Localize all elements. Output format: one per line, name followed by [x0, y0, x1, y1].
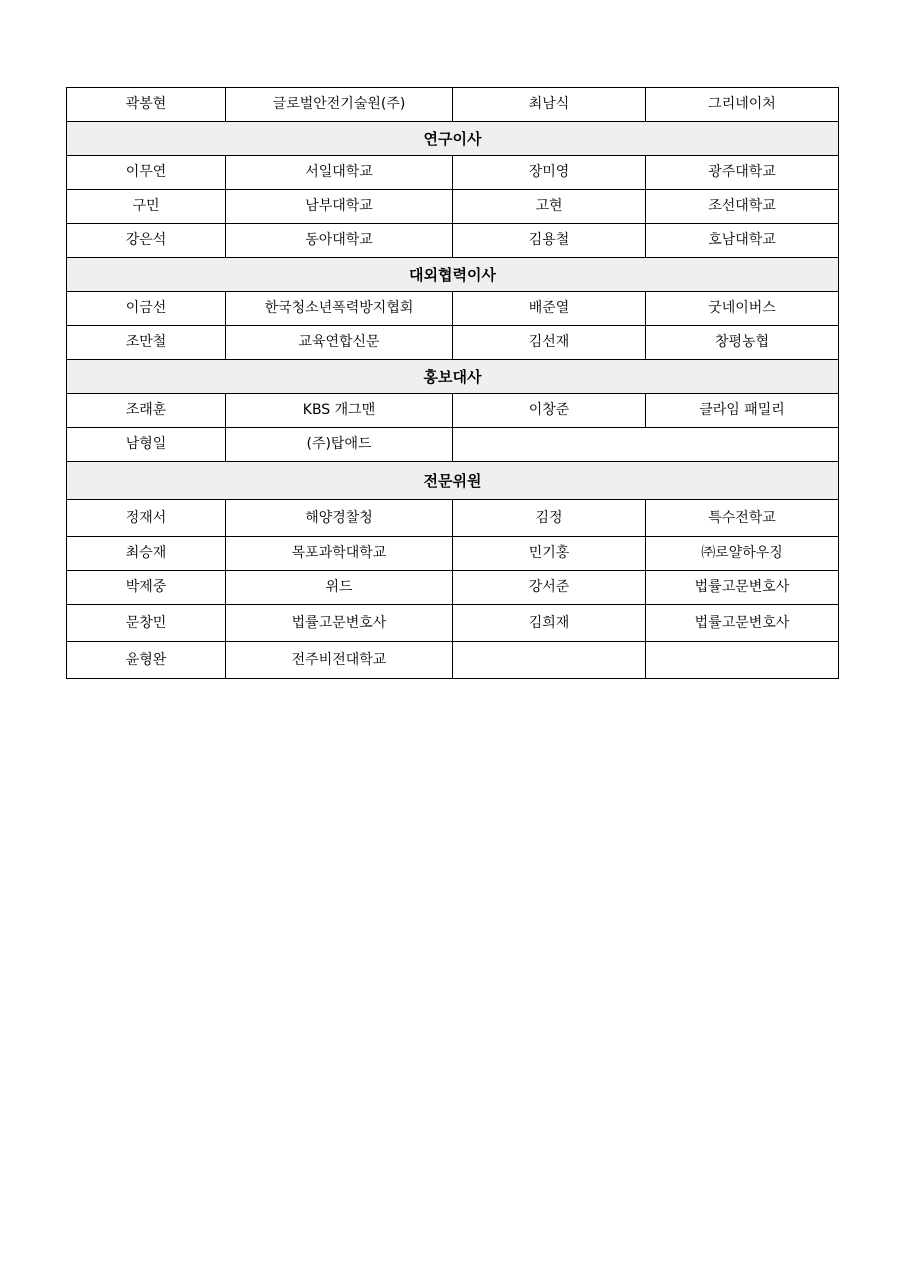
member-name: 이무연 [67, 156, 226, 190]
member-name: 김정 [453, 500, 646, 537]
member-name: 김희재 [453, 605, 646, 642]
member-affiliation: 한국청소년폭력방지협회 [226, 292, 453, 326]
member-affiliation: 전주비전대학교 [226, 642, 453, 679]
member-name: 강서준 [453, 571, 646, 605]
member-name: 이금선 [67, 292, 226, 326]
member-affiliation: 교육연합신문 [226, 326, 453, 360]
member-affiliation: 글로벌안전기술원(주) [226, 88, 453, 122]
table-row [67, 326, 839, 360]
section-title: 대외협력이사 [67, 258, 839, 292]
table-row [67, 394, 839, 428]
member-affiliation: KBS 개그맨 [226, 394, 453, 428]
member-name: 조래훈 [67, 394, 226, 428]
member-name: 이창준 [453, 394, 646, 428]
table-row [67, 605, 839, 642]
table-row [67, 190, 839, 224]
member-affiliation: 호남대학교 [646, 224, 839, 258]
section-header-research [67, 122, 839, 156]
member-name: 장미영 [453, 156, 646, 190]
member-affiliation: 서일대학교 [226, 156, 453, 190]
section-header-external-cooperation [67, 258, 839, 292]
member-name: 구민 [67, 190, 226, 224]
member-affiliation: 해양경찰청 [226, 500, 453, 537]
empty-cell [646, 642, 839, 679]
member-name: 박제중 [67, 571, 226, 605]
member-name: 김선재 [453, 326, 646, 360]
member-name: 최승재 [67, 537, 226, 571]
member-name: 정재서 [67, 500, 226, 537]
empty-cell [453, 642, 646, 679]
member-affiliation: 법률고문변호사 [646, 605, 839, 642]
member-name: 윤형완 [67, 642, 226, 679]
member-affiliation: 광주대학교 [646, 156, 839, 190]
member-affiliation: 위드 [226, 571, 453, 605]
member-name: 김용철 [453, 224, 646, 258]
section-title: 홍보대사 [67, 360, 839, 394]
member-roster-table [66, 87, 839, 679]
table-row [67, 88, 839, 122]
section-title: 전문위원 [67, 462, 839, 500]
member-name: 민기홍 [453, 537, 646, 571]
member-affiliation: 남부대학교 [226, 190, 453, 224]
member-affiliation: 특수전학교 [646, 500, 839, 537]
member-affiliation: 그리네이처 [646, 88, 839, 122]
member-name: 고현 [453, 190, 646, 224]
member-name: 문창민 [67, 605, 226, 642]
member-name: 배준열 [453, 292, 646, 326]
table-row [67, 224, 839, 258]
member-affiliation: 법률고문변호사 [646, 571, 839, 605]
table-row [67, 292, 839, 326]
member-affiliation: (주)탑애드 [226, 428, 453, 462]
member-affiliation: 굿네이버스 [646, 292, 839, 326]
table-row [67, 642, 839, 679]
member-affiliation: 목포과학대학교 [226, 537, 453, 571]
section-header-specialist [67, 462, 839, 500]
member-name: 곽봉현 [67, 88, 226, 122]
member-name: 최남식 [453, 88, 646, 122]
member-affiliation: 조선대학교 [646, 190, 839, 224]
member-affiliation: 창평농협 [646, 326, 839, 360]
member-name: 강은석 [67, 224, 226, 258]
table-row [67, 156, 839, 190]
member-affiliation: ㈜로얄하우징 [646, 537, 839, 571]
section-header-ambassador [67, 360, 839, 394]
member-affiliation: 동아대학교 [226, 224, 453, 258]
member-name: 조만철 [67, 326, 226, 360]
member-affiliation: 클라임 패밀리 [646, 394, 839, 428]
table-row [67, 428, 839, 462]
table-row [67, 500, 839, 537]
member-affiliation: 법률고문변호사 [226, 605, 453, 642]
table-row [67, 571, 839, 605]
member-name: 남형일 [67, 428, 226, 462]
empty-cell [453, 428, 839, 462]
section-title: 연구이사 [67, 122, 839, 156]
table-row [67, 537, 839, 571]
